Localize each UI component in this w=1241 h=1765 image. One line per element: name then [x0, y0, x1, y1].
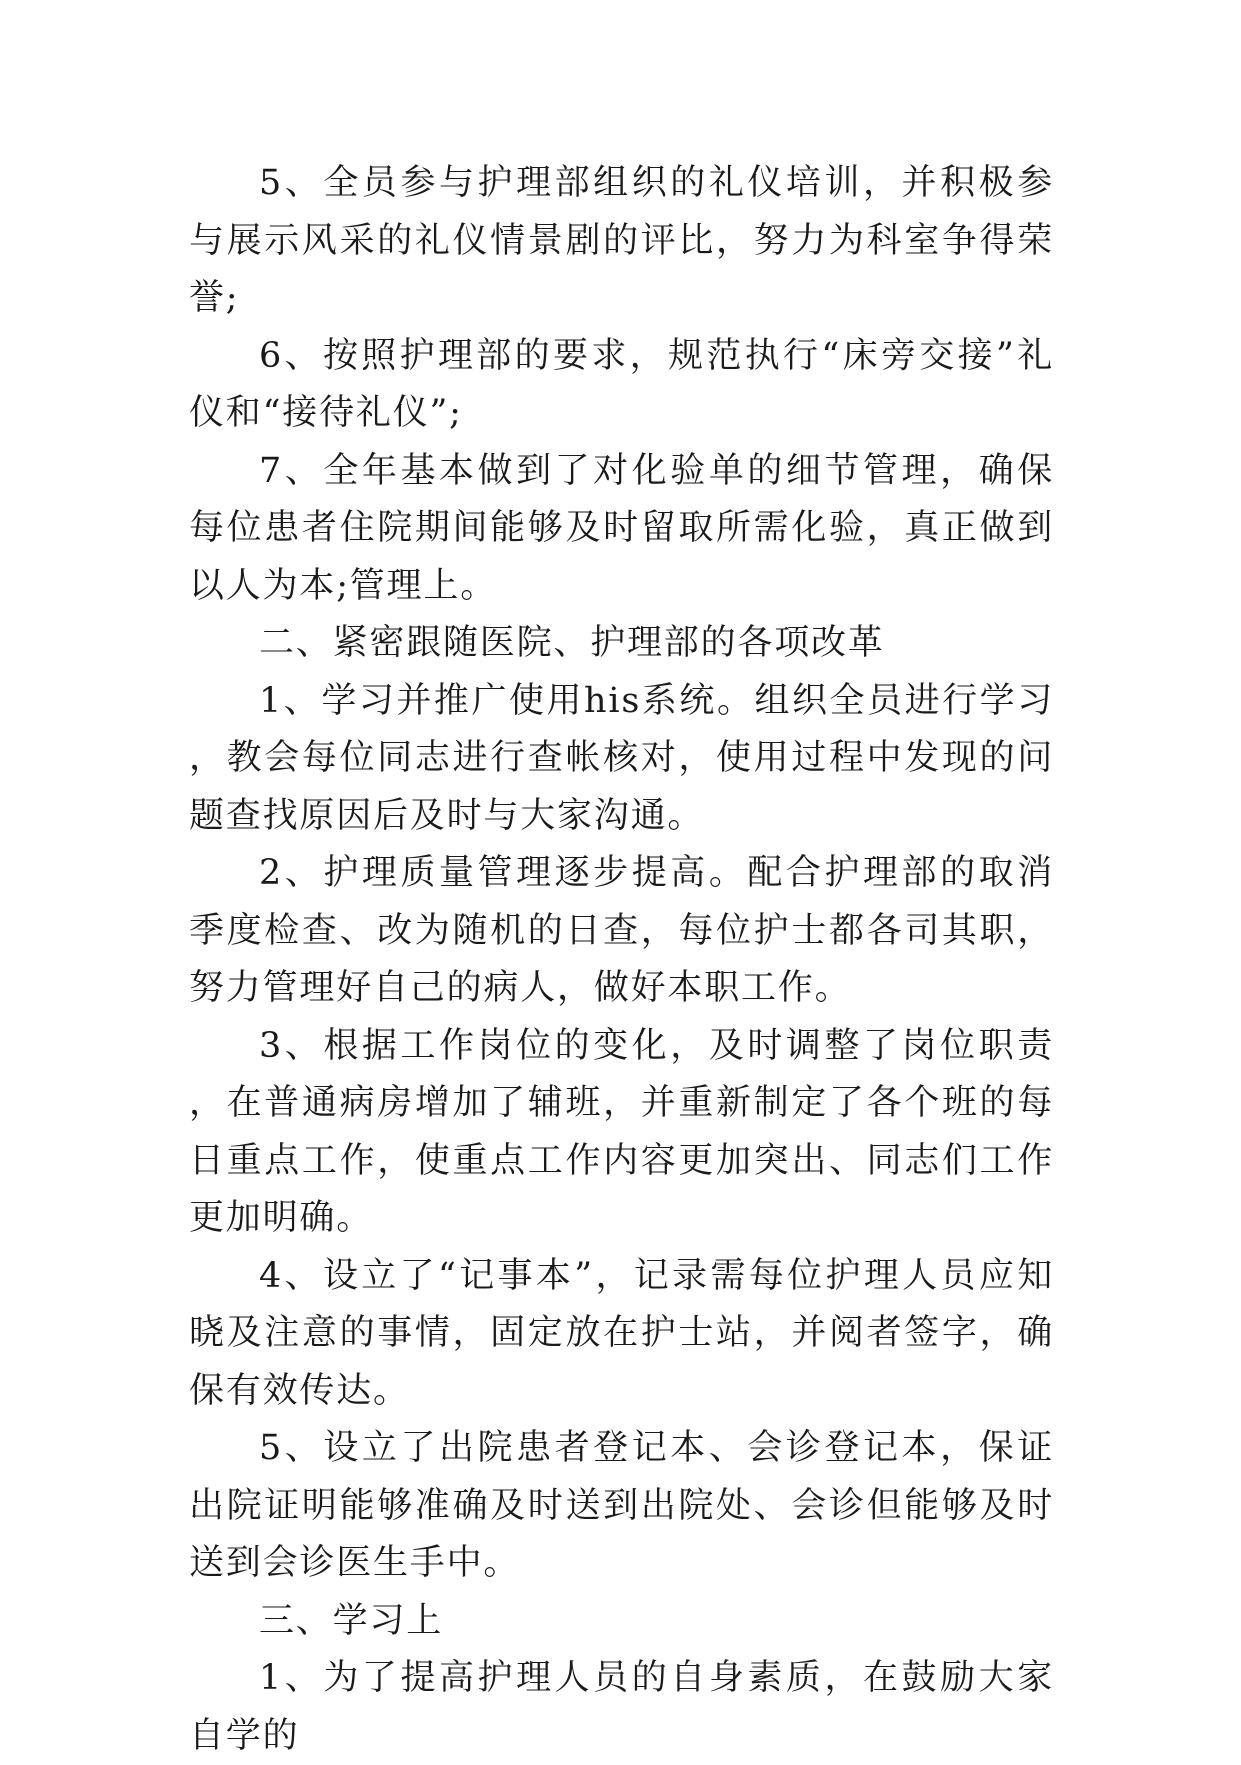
paragraph-his-system: 1、学习并推广使用his系统。组织全员进行学习，教会每位同志进行查帐核对，使用过程中发现的问题查找原因后及时与大家沟通。: [189, 680, 1054, 836]
section-heading-reform: 二、紧密跟随医院、护理部的各项改革: [259, 623, 885, 663]
section-heading-study: 三、学习上: [259, 1600, 444, 1641]
paragraph-quality-management: 2、护理质量管理逐步提高。配合护理部的取消季度检查、改为随机的日查，每位护士都各司其职，努力管理好自己的病人，做好本职工作。: [189, 853, 1054, 1008]
paragraph-bedside-handover: 6、按照护理部的要求，规范执行“床旁交接”礼仪和“接待礼仪”;: [189, 335, 1054, 433]
paragraph-registers: 5、设立了出院患者登记本、会诊登记本，保证出院证明能够准确及时送到出院处、会诊但能够及时送到会诊医生手中。: [189, 1428, 1054, 1583]
paragraph-self-improvement: 1、为了提高护理人员的自身素质，在鼓励大家自学的: [189, 1658, 1054, 1756]
paragraph-etiquette-training: 5、全员参与护理部组织的礼仪培训，并积极参与展示风采的礼仪情景剧的评比，努力为科室争得荣誉;: [189, 163, 1054, 318]
paragraph-lab-sheet-management: 7、全年基本做到了对化验单的细节管理，确保每位患者住院期间能够及时留取所需化验，真正做到以人为本;管理上。: [189, 450, 1054, 606]
document-body: [189, 155, 1054, 1765]
paragraph-notebook: 4、设立了“记事本”，记录需每位护理人员应知晓及注意的事情，固定放在护士站，并阅者签字，确保有效传达。: [189, 1255, 1054, 1411]
paragraph-job-adjustment: 3、根据工作岗位的变化，及时调整了岗位职责，在普通病房增加了辅班，并重新制定了各个班的每日重点工作，使重点工作内容更加突出、同志们工作更加明确。: [189, 1025, 1054, 1238]
